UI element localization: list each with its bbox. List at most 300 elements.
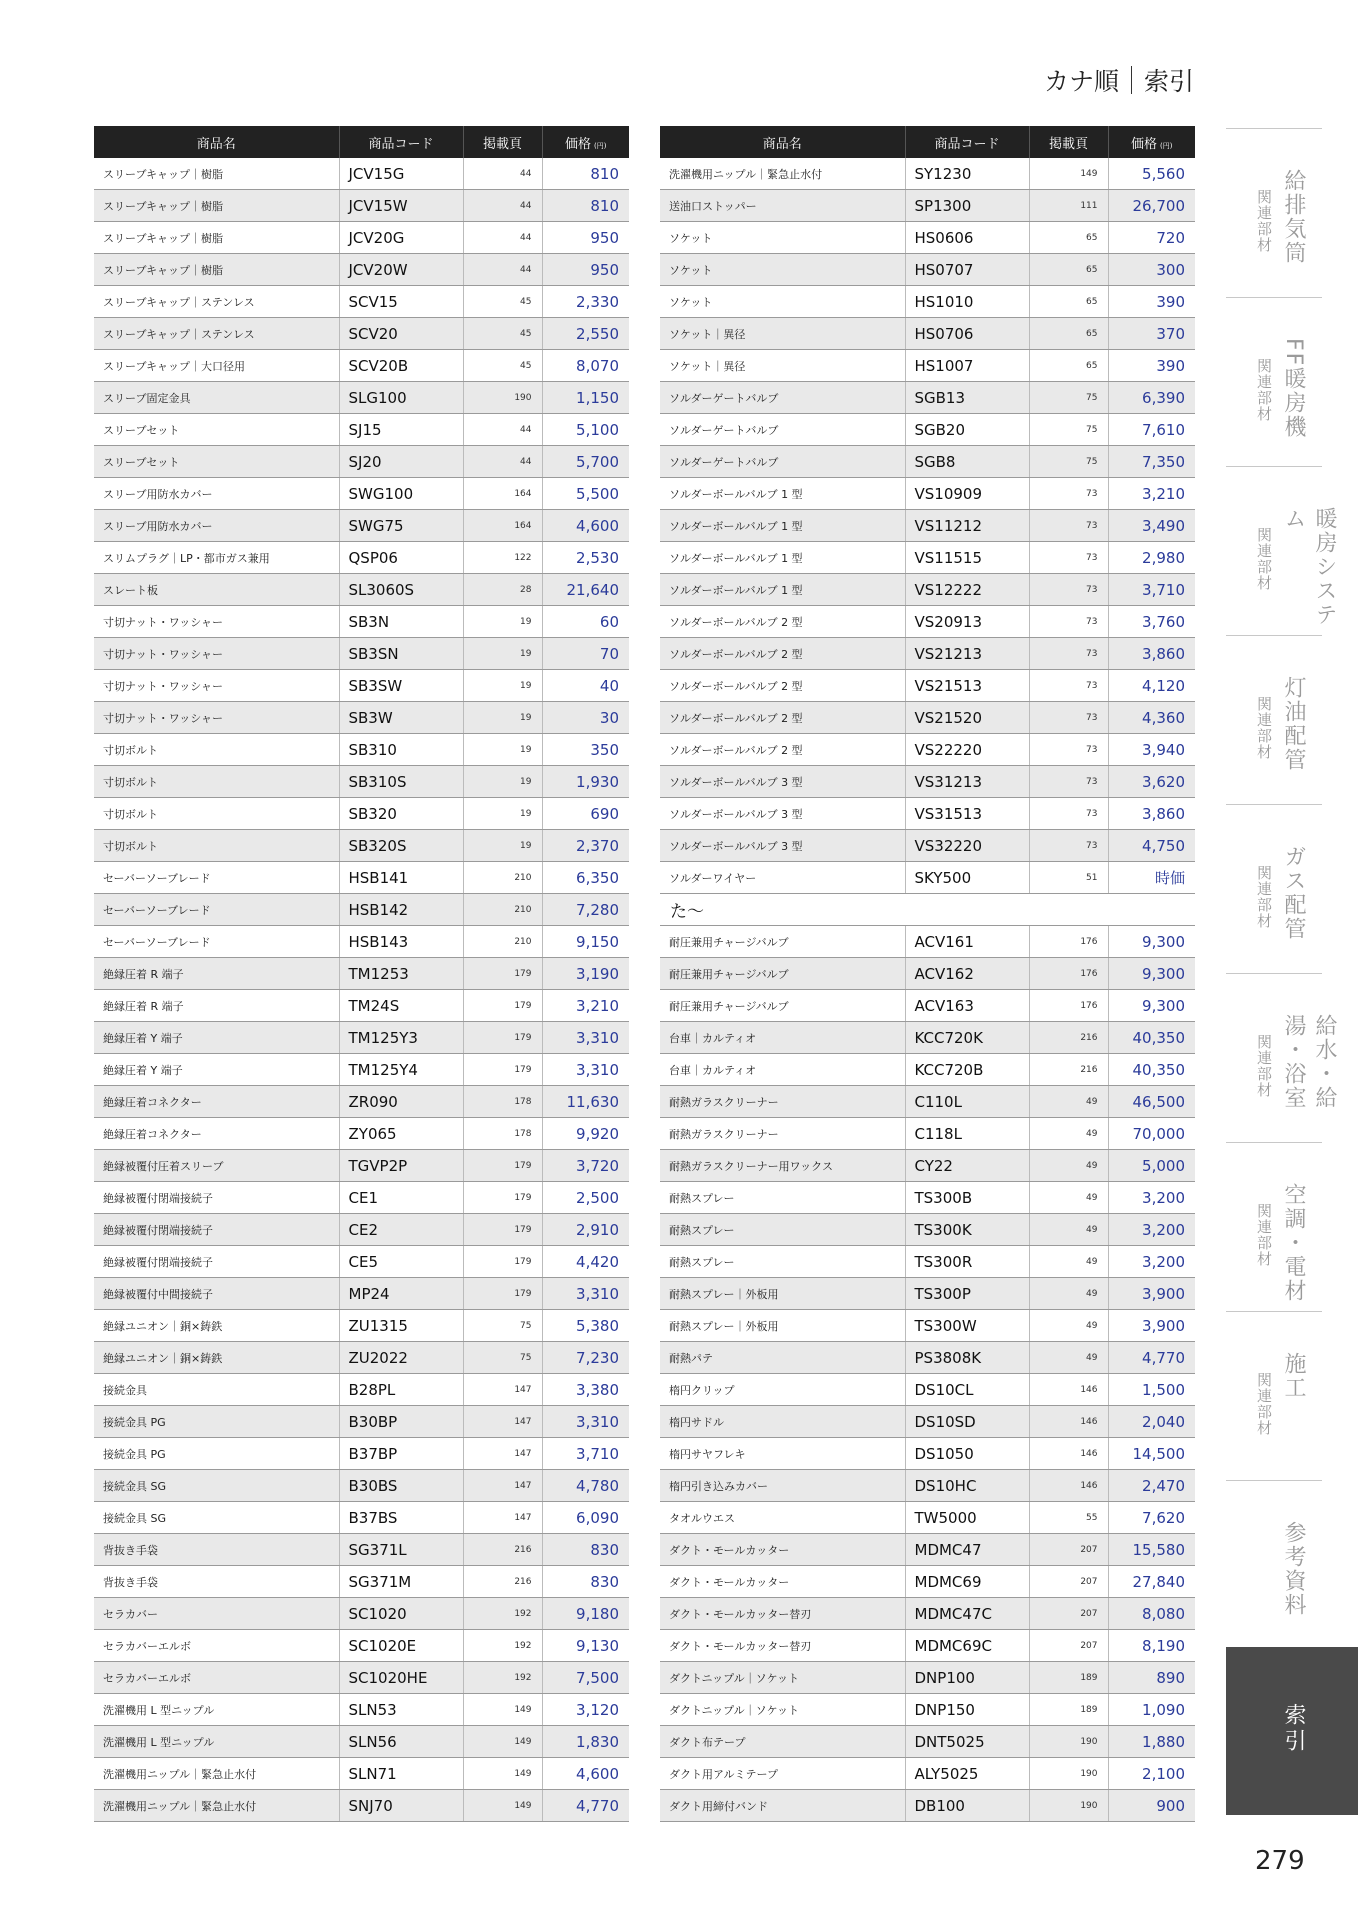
product-name-cell: セラカバー (94, 1598, 339, 1630)
page-cell: 49 (1029, 1086, 1108, 1118)
table-row (660, 510, 1195, 542)
table-row (660, 1150, 1195, 1182)
table-row (660, 1054, 1195, 1086)
col-header-code: 商品コード (339, 126, 463, 158)
product-name-cell: 接続金具 PG (94, 1438, 339, 1470)
page-cell: 216 (463, 1566, 542, 1598)
price-cell: 2,500 (542, 1182, 629, 1214)
product-name-cell: 耐熱スプレー｜外板用 (660, 1278, 905, 1310)
sidebar-item[interactable] (1226, 297, 1322, 466)
product-name-cell: 洗濯機用 L 型ニップル (94, 1726, 339, 1758)
page-cell: 190 (1029, 1758, 1108, 1790)
page-cell: 207 (1029, 1630, 1108, 1662)
product-code-cell: B37BP (339, 1438, 463, 1470)
page-number: 279 (1255, 1846, 1305, 1876)
col-header-price-unit: (円) (1160, 141, 1173, 150)
page-cell: 149 (463, 1790, 542, 1822)
product-code-cell: SGB13 (905, 382, 1029, 414)
price-cell: 7,620 (1108, 1502, 1195, 1534)
page-cell: 73 (1029, 830, 1108, 862)
table-row (660, 222, 1195, 254)
col-header-price-label: 価格 (1131, 136, 1158, 152)
table-row (94, 1118, 629, 1150)
price-cell: 2,100 (1108, 1758, 1195, 1790)
page-cell: 179 (463, 1246, 542, 1278)
page-cell: 75 (1029, 446, 1108, 478)
page-cell: 176 (1029, 958, 1108, 990)
table-row (94, 606, 629, 638)
page-cell: 44 (463, 222, 542, 254)
price-cell: 9,130 (542, 1630, 629, 1662)
page-cell: 49 (1029, 1150, 1108, 1182)
page-cell: 210 (463, 862, 542, 894)
price-cell: 3,200 (1108, 1246, 1195, 1278)
table-row (660, 926, 1195, 958)
page-cell: 19 (463, 606, 542, 638)
price-cell: 3,190 (542, 958, 629, 990)
price-cell: 5,700 (542, 446, 629, 478)
product-code-cell: DS1050 (905, 1438, 1029, 1470)
page-cell: 49 (1029, 1118, 1108, 1150)
table-row (660, 1342, 1195, 1374)
product-code-cell: HS0606 (905, 222, 1029, 254)
sidebar-item[interactable] (1226, 973, 1337, 1142)
price-cell: 8,070 (542, 350, 629, 382)
product-code-cell: TS300W (905, 1310, 1029, 1342)
product-code-cell: HS0706 (905, 318, 1029, 350)
price-cell: 9,180 (542, 1598, 629, 1630)
price-cell: 4,420 (542, 1246, 629, 1278)
product-name-cell: 絶縁圧着コネクター (94, 1086, 339, 1118)
index-table-right-body (660, 158, 1195, 1822)
table-row (94, 1406, 629, 1438)
col-header-price-label: 価格 (565, 136, 592, 152)
table-row (94, 1662, 629, 1694)
sidebar-item-label: 暖房システム (1281, 507, 1337, 627)
product-code-cell: DNP100 (905, 1662, 1029, 1694)
product-code-cell: SGB20 (905, 414, 1029, 446)
product-name-cell: 楕円引き込みカバー (660, 1470, 905, 1502)
product-name-cell: 接続金具 SG (94, 1470, 339, 1502)
price-cell: 4,750 (1108, 830, 1195, 862)
table-row (94, 286, 629, 318)
product-name-cell: ダクト・モールカッター (660, 1566, 905, 1598)
product-name-cell: タオルウエス (660, 1502, 905, 1534)
product-name-cell: 寸切ボルト (94, 734, 339, 766)
product-code-cell: CY22 (905, 1150, 1029, 1182)
page-cell: 73 (1029, 734, 1108, 766)
product-name-cell: 絶縁被覆付閉端接続子 (94, 1246, 339, 1278)
product-code-cell: SJ20 (339, 446, 463, 478)
page-cell: 19 (463, 702, 542, 734)
col-header-name: 商品名 (660, 126, 905, 158)
price-cell: 890 (1108, 1662, 1195, 1694)
page-cell: 190 (1029, 1790, 1108, 1822)
product-code-cell: HSB142 (339, 894, 463, 926)
table-row (94, 1214, 629, 1246)
sidebar-item-label: 給水・給湯・浴室 (1281, 1014, 1337, 1110)
sidebar-item-sublabel: 関連部材 (1255, 865, 1273, 929)
page-cell: 207 (1029, 1534, 1108, 1566)
product-name-cell: 耐圧兼用チャージバルブ (660, 990, 905, 1022)
sidebar-item-sublabel: 関連部材 (1255, 1203, 1273, 1267)
page-cell: 190 (1029, 1726, 1108, 1758)
product-code-cell: VS31513 (905, 798, 1029, 830)
table-row (660, 1438, 1195, 1470)
product-code-cell: SP1300 (905, 190, 1029, 222)
page-cell: 45 (463, 286, 542, 318)
table-row (660, 606, 1195, 638)
page-cell: 192 (463, 1662, 542, 1694)
price-cell: 7,500 (542, 1662, 629, 1694)
product-code-cell: SC1020 (339, 1598, 463, 1630)
product-name-cell: スリーブ用防水カバー (94, 510, 339, 542)
price-cell: 15,580 (1108, 1534, 1195, 1566)
product-code-cell: JCV20W (339, 254, 463, 286)
table-row (94, 350, 629, 382)
page-cell: 73 (1029, 606, 1108, 638)
product-code-cell: DS10HC (905, 1470, 1029, 1502)
price-cell: 9,150 (542, 926, 629, 958)
product-name-cell: ソルダーボールバルブ 1 型 (660, 574, 905, 606)
price-cell: 3,310 (542, 1054, 629, 1086)
sidebar-item[interactable] (1226, 1311, 1322, 1480)
page-cell: 192 (463, 1630, 542, 1662)
product-name-cell: 絶縁ユニオン｜銅×鋳鉄 (94, 1342, 339, 1374)
page-cell: 149 (463, 1726, 542, 1758)
page-cell: 49 (1029, 1182, 1108, 1214)
page-cell: 207 (1029, 1598, 1108, 1630)
sidebar-item[interactable] (1226, 635, 1322, 804)
product-name-cell: ソケット｜異径 (660, 318, 905, 350)
col-header-price (1108, 126, 1195, 158)
price-cell: 720 (1108, 222, 1195, 254)
table-row (660, 1246, 1195, 1278)
product-code-cell: SNJ70 (339, 1790, 463, 1822)
table-row (94, 1758, 629, 1790)
table-row (660, 1662, 1195, 1694)
page-cell: 178 (463, 1118, 542, 1150)
price-cell: 8,080 (1108, 1598, 1195, 1630)
table-row (660, 1214, 1195, 1246)
product-code-cell: VS11212 (905, 510, 1029, 542)
header-section-title: 索引 (1143, 67, 1194, 96)
table-row (94, 1790, 629, 1822)
price-cell: 60 (542, 606, 629, 638)
price-cell: 5,560 (1108, 158, 1195, 190)
price-cell: 9,300 (1108, 958, 1195, 990)
page-cell: 65 (1029, 350, 1108, 382)
product-code-cell: TGVP2P (339, 1150, 463, 1182)
page-cell: 49 (1029, 1278, 1108, 1310)
price-cell: 300 (1108, 254, 1195, 286)
page-cell: 207 (1029, 1566, 1108, 1598)
table-row (94, 862, 629, 894)
table-row (660, 1502, 1195, 1534)
page-cell: 146 (1029, 1374, 1108, 1406)
price-cell: 2,910 (542, 1214, 629, 1246)
price-cell: 3,210 (542, 990, 629, 1022)
page-cell: 179 (463, 1214, 542, 1246)
page-cell: 73 (1029, 638, 1108, 670)
table-row (94, 1566, 629, 1598)
header-sort-label: カナ順 (1043, 67, 1119, 96)
page-cell: 192 (463, 1598, 542, 1630)
price-cell: 3,860 (1108, 798, 1195, 830)
page-cell: 28 (463, 574, 542, 606)
product-code-cell: CE2 (339, 1214, 463, 1246)
page-cell: 55 (1029, 1502, 1108, 1534)
product-name-cell: 絶縁圧着 Y 端子 (94, 1022, 339, 1054)
product-code-cell: C110L (905, 1086, 1029, 1118)
table-row (94, 254, 629, 286)
table-row (94, 574, 629, 606)
price-cell: 900 (1108, 1790, 1195, 1822)
product-name-cell: セラカバーエルボ (94, 1662, 339, 1694)
product-name-cell: ダクトニップル｜ソケット (660, 1662, 905, 1694)
table-row (94, 1310, 629, 1342)
price-cell: 2,370 (542, 830, 629, 862)
category-sidebar (1226, 128, 1358, 1649)
table-row (660, 1790, 1195, 1822)
page-cell: 189 (1029, 1694, 1108, 1726)
table-row (660, 1182, 1195, 1214)
price-cell: 3,310 (542, 1022, 629, 1054)
product-name-cell: ソルダーボールバルブ 2 型 (660, 702, 905, 734)
page-cell: 75 (463, 1342, 542, 1374)
product-name-cell: ソルダーボールバルブ 1 型 (660, 510, 905, 542)
sidebar-item-label: ガス配管 (1281, 845, 1306, 941)
table-row (660, 1566, 1195, 1598)
product-code-cell: TM125Y4 (339, 1054, 463, 1086)
product-code-cell: HSB143 (339, 926, 463, 958)
product-code-cell: SGB8 (905, 446, 1029, 478)
page-cell: 147 (463, 1470, 542, 1502)
product-code-cell: VS10909 (905, 478, 1029, 510)
sidebar-item-label: 灯油配管 (1281, 676, 1306, 772)
product-name-cell: ソルダーボールバルブ 2 型 (660, 606, 905, 638)
product-code-cell: DNP150 (905, 1694, 1029, 1726)
product-name-cell: スリムプラグ｜LP・都市ガス兼用 (94, 542, 339, 574)
sidebar-item-label: FF暖房機 (1281, 338, 1306, 440)
page-cell: 73 (1029, 702, 1108, 734)
page-cell: 19 (463, 638, 542, 670)
sidebar-item-label: 索引 (1281, 1703, 1306, 1755)
product-name-cell: ソルダーボールバルブ 2 型 (660, 670, 905, 702)
sidebar-item-sublabel: 関連部材 (1255, 1372, 1273, 1436)
price-cell: 5,000 (1108, 1150, 1195, 1182)
page-cell: 210 (463, 926, 542, 958)
table-row (660, 254, 1195, 286)
product-name-cell: 洗濯機用ニップル｜緊急止水付 (94, 1758, 339, 1790)
table-row (660, 1694, 1195, 1726)
price-cell: 3,210 (1108, 478, 1195, 510)
product-code-cell: VS12222 (905, 574, 1029, 606)
table-row (660, 158, 1195, 190)
product-name-cell: スレート板 (94, 574, 339, 606)
price-cell: 950 (542, 254, 629, 286)
product-name-cell: 絶縁被覆付閉端接続子 (94, 1214, 339, 1246)
product-code-cell: VS21520 (905, 702, 1029, 734)
product-name-cell: ソケット (660, 254, 905, 286)
page-cell: 179 (463, 958, 542, 990)
table-row (660, 1022, 1195, 1054)
page-cell: 147 (463, 1406, 542, 1438)
price-cell: 3,710 (542, 1438, 629, 1470)
table-row (660, 1278, 1195, 1310)
table-row (660, 286, 1195, 318)
table-row (660, 1118, 1195, 1150)
page-cell: 176 (1029, 990, 1108, 1022)
page-cell: 73 (1029, 478, 1108, 510)
product-code-cell: MDMC47C (905, 1598, 1029, 1630)
product-name-cell: ダクト用アルミテープ (660, 1758, 905, 1790)
table-row (660, 638, 1195, 670)
product-code-cell: MP24 (339, 1278, 463, 1310)
table-row (660, 542, 1195, 574)
product-code-cell: HS1007 (905, 350, 1029, 382)
sidebar-item[interactable] (1226, 128, 1322, 297)
price-cell: 2,470 (1108, 1470, 1195, 1502)
product-code-cell: ALY5025 (905, 1758, 1029, 1790)
product-code-cell: VS31213 (905, 766, 1029, 798)
page-cell: 147 (463, 1438, 542, 1470)
page-cell: 146 (1029, 1438, 1108, 1470)
product-code-cell: SC1020HE (339, 1662, 463, 1694)
product-name-cell: 絶縁圧着 Y 端子 (94, 1054, 339, 1086)
product-code-cell: B28PL (339, 1374, 463, 1406)
table-row (94, 1694, 629, 1726)
page-cell: 146 (1029, 1470, 1108, 1502)
page-cell: 179 (463, 1054, 542, 1086)
sidebar-item[interactable] (1226, 804, 1322, 973)
product-code-cell: TS300B (905, 1182, 1029, 1214)
product-name-cell: 耐熱パテ (660, 1342, 905, 1374)
product-name-cell: 洗濯機用ニップル｜緊急止水付 (660, 158, 905, 190)
table-row (94, 1502, 629, 1534)
page-cell: 149 (463, 1758, 542, 1790)
product-name-cell: ダクト・モールカッター替刃 (660, 1598, 905, 1630)
product-name-cell: 洗濯機用 L 型ニップル (94, 1694, 339, 1726)
price-cell: 3,940 (1108, 734, 1195, 766)
page-cell: 51 (1029, 862, 1108, 894)
product-code-cell: SB3SW (339, 670, 463, 702)
page-cell: 73 (1029, 798, 1108, 830)
price-cell: 40,350 (1108, 1054, 1195, 1086)
table-row (94, 382, 629, 414)
product-name-cell: セラカバーエルボ (94, 1630, 339, 1662)
product-code-cell: PS3808K (905, 1342, 1029, 1374)
product-name-cell: 絶縁被覆付閉端接続子 (94, 1182, 339, 1214)
product-code-cell: B30BS (339, 1470, 463, 1502)
price-cell: 3,380 (542, 1374, 629, 1406)
price-cell: 40 (542, 670, 629, 702)
product-name-cell: 耐熱ガラスクリーナー用ワックス (660, 1150, 905, 1182)
sidebar-item-index-active[interactable] (1226, 1647, 1358, 1815)
product-name-cell: ソルダーボールバルブ 1 型 (660, 542, 905, 574)
page-cell: 216 (1029, 1054, 1108, 1086)
price-cell: 30 (542, 702, 629, 734)
product-code-cell: ZU2022 (339, 1342, 463, 1374)
product-name-cell: セーバーソーブレード (94, 926, 339, 958)
price-cell: 1,880 (1108, 1726, 1195, 1758)
product-code-cell: MDMC69C (905, 1630, 1029, 1662)
table-row (94, 702, 629, 734)
product-name-cell: ソルダーボールバルブ 3 型 (660, 798, 905, 830)
product-name-cell: 楕円サドル (660, 1406, 905, 1438)
product-code-cell: SLN56 (339, 1726, 463, 1758)
product-name-cell: ソルダーボールバルブ 3 型 (660, 766, 905, 798)
product-name-cell: スリーブ用防水カバー (94, 478, 339, 510)
price-cell: 7,610 (1108, 414, 1195, 446)
page-cell: 178 (463, 1086, 542, 1118)
product-code-cell: SCV20 (339, 318, 463, 350)
table-row (94, 1470, 629, 1502)
product-name-cell: 寸切ナット・ワッシャー (94, 606, 339, 638)
col-header-page: 掲載頁 (463, 126, 542, 158)
product-name-cell: スリーブキャップ｜樹脂 (94, 222, 339, 254)
product-name-cell: ソルダーゲートバルブ (660, 414, 905, 446)
sidebar-item[interactable] (1226, 1480, 1322, 1649)
price-cell: 9,300 (1108, 926, 1195, 958)
product-code-cell: CE1 (339, 1182, 463, 1214)
page-cell: 73 (1029, 574, 1108, 606)
table-row (94, 670, 629, 702)
product-name-cell: セーバーソーブレード (94, 862, 339, 894)
product-name-cell: ソルダーボールバルブ 3 型 (660, 830, 905, 862)
sidebar-item[interactable] (1226, 466, 1337, 635)
sidebar-item[interactable] (1226, 1142, 1322, 1311)
price-cell: 2,330 (542, 286, 629, 318)
product-name-cell: 背抜き手袋 (94, 1566, 339, 1598)
table-row (94, 1086, 629, 1118)
price-cell: 5,500 (542, 478, 629, 510)
product-code-cell: JCV20G (339, 222, 463, 254)
product-code-cell: TS300K (905, 1214, 1029, 1246)
table-row (660, 574, 1195, 606)
product-name-cell: 耐熱スプレー (660, 1246, 905, 1278)
product-name-cell: 台車｜カルティオ (660, 1022, 905, 1054)
col-header-price (542, 126, 629, 158)
product-name-cell: スリーブキャップ｜大口径用 (94, 350, 339, 382)
table-row (660, 446, 1195, 478)
page-header (1044, 62, 1194, 98)
product-name-cell: ソルダーゲートバルブ (660, 446, 905, 478)
product-code-cell: MDMC69 (905, 1566, 1029, 1598)
product-code-cell: HS1010 (905, 286, 1029, 318)
product-name-cell: 接続金具 PG (94, 1406, 339, 1438)
page-cell: 19 (463, 670, 542, 702)
price-cell: 2,550 (542, 318, 629, 350)
page-cell: 147 (463, 1502, 542, 1534)
price-cell: 4,770 (542, 1790, 629, 1822)
section-label: た〜 (660, 894, 1195, 926)
table-row (660, 1598, 1195, 1630)
product-code-cell: JCV15G (339, 158, 463, 190)
product-code-cell: DNT5025 (905, 1726, 1029, 1758)
price-cell: 11,630 (542, 1086, 629, 1118)
product-code-cell: MDMC47 (905, 1534, 1029, 1566)
product-name-cell: スリーブセット (94, 414, 339, 446)
price-cell: 時価 (1108, 862, 1195, 894)
product-name-cell: スリーブキャップ｜樹脂 (94, 190, 339, 222)
product-name-cell: ダクト布テープ (660, 1726, 905, 1758)
page-cell: 44 (463, 254, 542, 286)
table-row (94, 1598, 629, 1630)
col-header-code: 商品コード (905, 126, 1029, 158)
price-cell: 3,710 (1108, 574, 1195, 606)
product-name-cell: ソルダーゲートバルブ (660, 382, 905, 414)
